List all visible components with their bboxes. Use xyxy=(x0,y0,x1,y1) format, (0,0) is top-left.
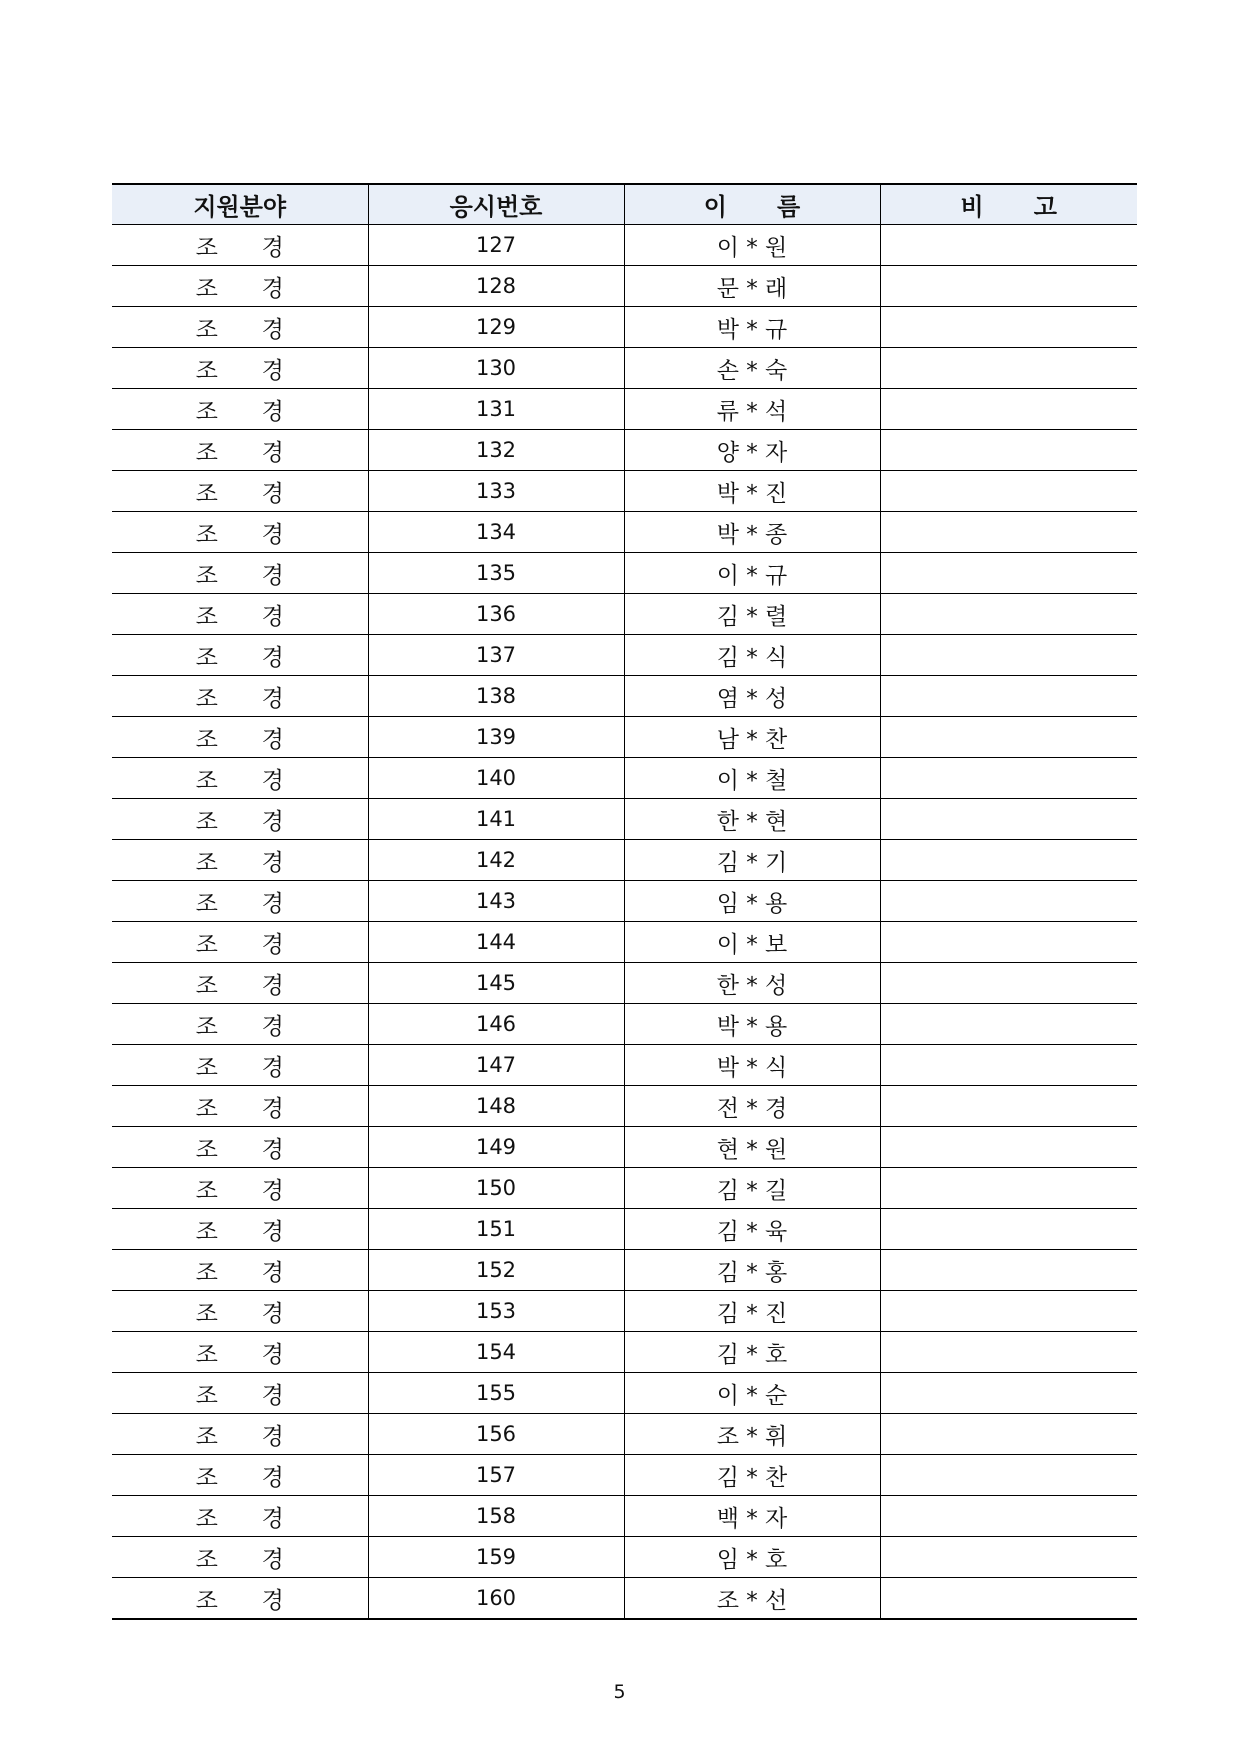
table-row xyxy=(112,1332,1137,1373)
table-row xyxy=(112,1168,1137,1209)
field-cell: 조 경 xyxy=(112,1086,368,1127)
note-cell xyxy=(880,1291,1137,1332)
note-cell xyxy=(880,922,1137,963)
field-cell: 조 경 xyxy=(112,758,368,799)
note-cell xyxy=(880,594,1137,635)
name-cell: 염 * 성 xyxy=(624,676,880,717)
note-cell xyxy=(880,348,1137,389)
name-cell: 임 * 용 xyxy=(624,881,880,922)
note-cell xyxy=(880,1168,1137,1209)
name-cell: 박 * 진 xyxy=(624,471,880,512)
table-row xyxy=(112,430,1137,471)
field-cell: 조 경 xyxy=(112,389,368,430)
name-cell: 김 * 홍 xyxy=(624,1250,880,1291)
exam-number-cell: 145 xyxy=(368,963,624,1004)
name-cell: 문 * 래 xyxy=(624,266,880,307)
field-cell: 조 경 xyxy=(112,881,368,922)
note-cell xyxy=(880,963,1137,1004)
field-cell: 조 경 xyxy=(112,799,368,840)
table-row xyxy=(112,389,1137,430)
name-cell: 조 * 휘 xyxy=(624,1414,880,1455)
table-row xyxy=(112,594,1137,635)
table-row xyxy=(112,471,1137,512)
table-row xyxy=(112,348,1137,389)
exam-number-cell: 135 xyxy=(368,553,624,594)
name-cell: 이 * 순 xyxy=(624,1373,880,1414)
name-cell: 이 * 원 xyxy=(624,225,880,266)
exam-number-cell: 149 xyxy=(368,1127,624,1168)
note-cell xyxy=(880,676,1137,717)
exam-number-cell: 136 xyxy=(368,594,624,635)
header-row xyxy=(112,184,1137,225)
field-cell: 조 경 xyxy=(112,225,368,266)
name-cell: 박 * 규 xyxy=(624,307,880,348)
exam-number-cell: 150 xyxy=(368,1168,624,1209)
note-cell xyxy=(880,1455,1137,1496)
field-cell: 조 경 xyxy=(112,922,368,963)
name-cell: 김 * 찬 xyxy=(624,1455,880,1496)
field-cell: 조 경 xyxy=(112,1209,368,1250)
header-field: 지원분야 xyxy=(112,184,368,225)
exam-number-cell: 134 xyxy=(368,512,624,553)
table-row xyxy=(112,1496,1137,1537)
note-cell xyxy=(880,389,1137,430)
field-cell: 조 경 xyxy=(112,1168,368,1209)
table-row xyxy=(112,758,1137,799)
field-cell: 조 경 xyxy=(112,1250,368,1291)
name-cell: 손 * 숙 xyxy=(624,348,880,389)
field-cell: 조 경 xyxy=(112,266,368,307)
name-cell: 한 * 현 xyxy=(624,799,880,840)
field-cell: 조 경 xyxy=(112,1291,368,1332)
exam-number-cell: 160 xyxy=(368,1578,624,1620)
table-row xyxy=(112,512,1137,553)
note-cell xyxy=(880,307,1137,348)
exam-number-cell: 152 xyxy=(368,1250,624,1291)
table-row xyxy=(112,635,1137,676)
name-cell: 박 * 종 xyxy=(624,512,880,553)
field-cell: 조 경 xyxy=(112,471,368,512)
note-cell xyxy=(880,471,1137,512)
field-cell: 조 경 xyxy=(112,1496,368,1537)
name-cell: 임 * 호 xyxy=(624,1537,880,1578)
exam-number-cell: 139 xyxy=(368,717,624,758)
table-row xyxy=(112,1209,1137,1250)
exam-number-cell: 131 xyxy=(368,389,624,430)
field-cell: 조 경 xyxy=(112,307,368,348)
exam-number-cell: 158 xyxy=(368,1496,624,1537)
table-row xyxy=(112,1578,1137,1620)
name-cell: 김 * 기 xyxy=(624,840,880,881)
table-row xyxy=(112,1455,1137,1496)
exam-number-cell: 159 xyxy=(368,1537,624,1578)
table-row xyxy=(112,963,1137,1004)
note-cell xyxy=(880,881,1137,922)
name-cell: 한 * 성 xyxy=(624,963,880,1004)
note-cell xyxy=(880,1578,1137,1620)
note-cell xyxy=(880,1045,1137,1086)
name-cell: 박 * 용 xyxy=(624,1004,880,1045)
exam-number-cell: 154 xyxy=(368,1332,624,1373)
name-cell: 백 * 자 xyxy=(624,1496,880,1537)
exam-number-cell: 128 xyxy=(368,266,624,307)
field-cell: 조 경 xyxy=(112,1332,368,1373)
exam-number-cell: 148 xyxy=(368,1086,624,1127)
field-cell: 조 경 xyxy=(112,512,368,553)
field-cell: 조 경 xyxy=(112,594,368,635)
table-row xyxy=(112,553,1137,594)
exam-number-cell: 130 xyxy=(368,348,624,389)
table-body xyxy=(112,225,1137,1620)
table-row xyxy=(112,1250,1137,1291)
field-cell: 조 경 xyxy=(112,1414,368,1455)
name-cell: 이 * 규 xyxy=(624,553,880,594)
table-row xyxy=(112,881,1137,922)
name-cell: 이 * 보 xyxy=(624,922,880,963)
header-exam-number: 응시번호 xyxy=(368,184,624,225)
exam-number-cell: 127 xyxy=(368,225,624,266)
header-note: 비 고 xyxy=(880,184,1137,225)
exam-number-cell: 153 xyxy=(368,1291,624,1332)
note-cell xyxy=(880,799,1137,840)
field-cell: 조 경 xyxy=(112,840,368,881)
name-cell: 전 * 경 xyxy=(624,1086,880,1127)
exam-number-cell: 141 xyxy=(368,799,624,840)
exam-number-cell: 140 xyxy=(368,758,624,799)
field-cell: 조 경 xyxy=(195,1587,284,1614)
table-row xyxy=(112,1004,1137,1045)
field-cell: 조 경 xyxy=(112,1045,368,1086)
table-row xyxy=(112,307,1137,348)
name-cell: 양 * 자 xyxy=(624,430,880,471)
table-row xyxy=(112,799,1137,840)
table-row xyxy=(112,922,1137,963)
field-cell: 조 경 xyxy=(112,1537,368,1578)
applicant-table xyxy=(112,183,1137,1620)
exam-number-cell: 151 xyxy=(368,1209,624,1250)
field-cell: 조 경 xyxy=(112,717,368,758)
table-row xyxy=(112,1045,1137,1086)
note-cell xyxy=(880,553,1137,594)
note-cell xyxy=(880,1209,1137,1250)
field-cell: 조 경 xyxy=(112,1455,368,1496)
table-row xyxy=(112,1291,1137,1332)
exam-number-cell: 133 xyxy=(368,471,624,512)
note-cell xyxy=(880,635,1137,676)
note-cell xyxy=(880,430,1137,471)
name-cell: 이 * 철 xyxy=(624,758,880,799)
name-cell: 현 * 원 xyxy=(624,1127,880,1168)
name-cell: 김 * 길 xyxy=(624,1168,880,1209)
exam-number-cell: 144 xyxy=(368,922,624,963)
name-cell: 김 * 식 xyxy=(624,635,880,676)
note-cell xyxy=(880,1373,1137,1414)
note-cell xyxy=(880,717,1137,758)
exam-number-cell: 157 xyxy=(368,1455,624,1496)
name-cell: 김 * 육 xyxy=(624,1209,880,1250)
exam-number-cell: 142 xyxy=(368,840,624,881)
exam-number-cell: 155 xyxy=(368,1373,624,1414)
exam-number-cell: 137 xyxy=(368,635,624,676)
note-cell xyxy=(880,1496,1137,1537)
table-row xyxy=(112,717,1137,758)
name-cell: 박 * 식 xyxy=(624,1045,880,1086)
field-cell: 조 경 xyxy=(112,676,368,717)
table-row xyxy=(112,1127,1137,1168)
table-row xyxy=(112,676,1137,717)
field-cell: 조 경 xyxy=(112,348,368,389)
field-cell: 조 경 xyxy=(112,1127,368,1168)
table-header xyxy=(112,184,1137,225)
field-cell: 조 경 xyxy=(112,963,368,1004)
page-number: 5 xyxy=(613,1681,626,1703)
table-row xyxy=(112,225,1137,266)
exam-number-cell: 146 xyxy=(368,1004,624,1045)
note-cell xyxy=(880,1414,1137,1455)
name-cell: 조 * 선 xyxy=(624,1578,880,1620)
table-row xyxy=(112,1373,1137,1414)
note-cell xyxy=(880,225,1137,266)
field-cell: 조 경 xyxy=(112,1004,368,1045)
name-cell: 류 * 석 xyxy=(624,389,880,430)
note-cell xyxy=(880,758,1137,799)
note-cell xyxy=(880,1250,1137,1291)
name-cell: 남 * 찬 xyxy=(624,717,880,758)
exam-number-cell: 138 xyxy=(368,676,624,717)
exam-number-cell: 129 xyxy=(368,307,624,348)
exam-number-cell: 143 xyxy=(368,881,624,922)
note-cell xyxy=(880,1004,1137,1045)
name-cell: 김 * 렬 xyxy=(624,594,880,635)
note-cell xyxy=(880,840,1137,881)
field-cell: 조 경 xyxy=(112,635,368,676)
table-row xyxy=(112,1086,1137,1127)
exam-number-cell: 132 xyxy=(368,430,624,471)
note-cell xyxy=(880,1537,1137,1578)
note-cell xyxy=(880,266,1137,307)
table-row xyxy=(112,840,1137,881)
field-cell: 조 경 xyxy=(112,553,368,594)
note-cell xyxy=(880,1127,1137,1168)
note-cell xyxy=(880,1086,1137,1127)
field-cell: 조 경 xyxy=(112,430,368,471)
table-row xyxy=(112,1414,1137,1455)
name-cell: 김 * 호 xyxy=(624,1332,880,1373)
table-row xyxy=(112,1537,1137,1578)
header-name: 이 름 xyxy=(624,184,880,225)
exam-number-cell: 147 xyxy=(368,1045,624,1086)
name-cell: 김 * 진 xyxy=(624,1291,880,1332)
table-row xyxy=(112,266,1137,307)
exam-number-cell: 156 xyxy=(368,1414,624,1455)
note-cell xyxy=(880,512,1137,553)
field-cell: 조 경 xyxy=(112,1373,368,1414)
note-cell xyxy=(880,1332,1137,1373)
